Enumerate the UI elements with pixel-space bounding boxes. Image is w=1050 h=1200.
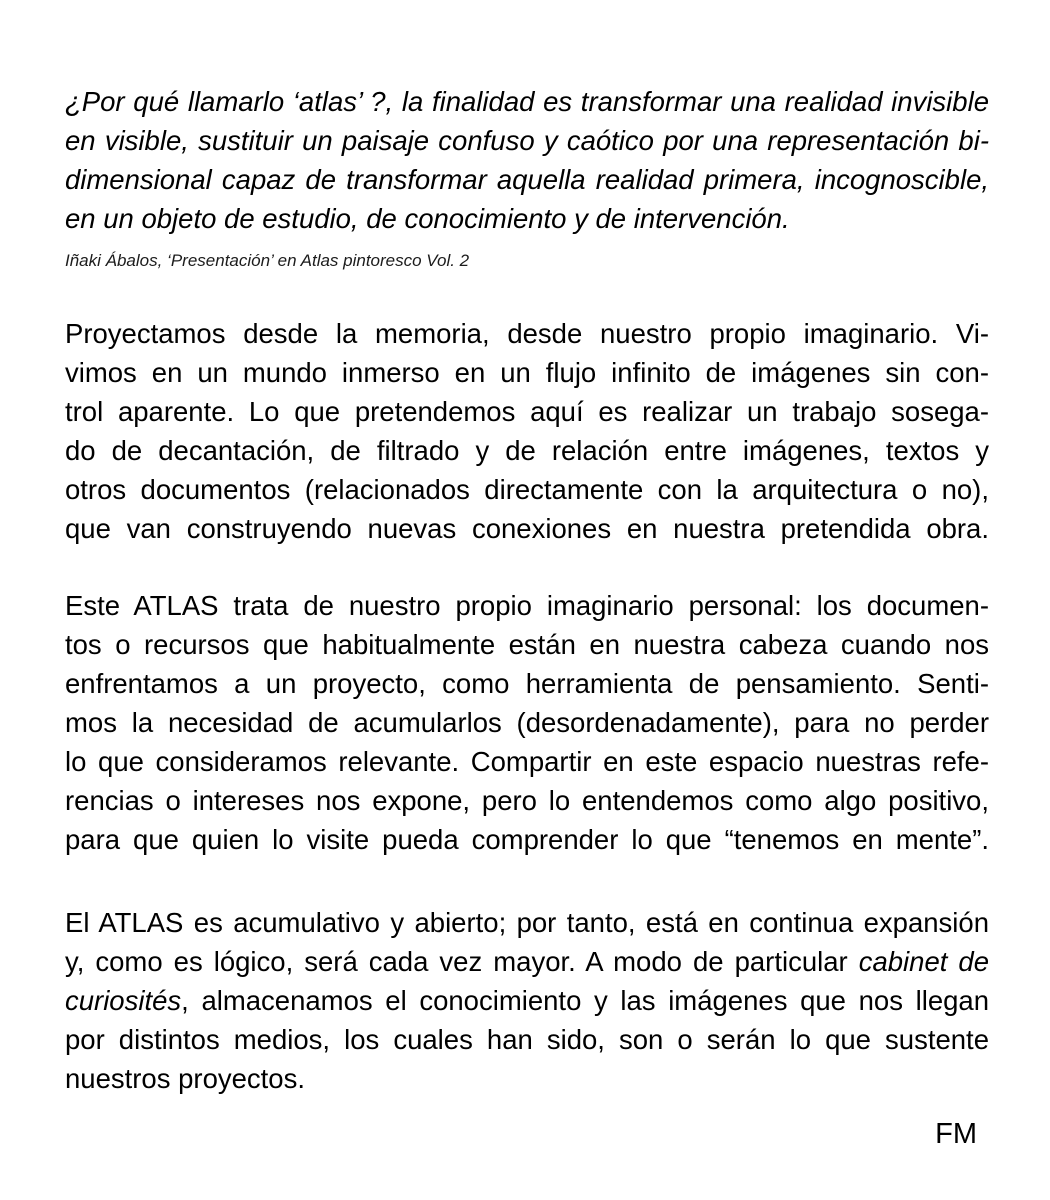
text-segment: y, como es lógico, será cada vez mayor. A modo de particular — [65, 946, 859, 977]
paragraph-1 — [65, 314, 989, 548]
epigraph-quote — [65, 82, 989, 238]
p2-line-1: Este ATLAS trata de nuestro propio imaginario personal: los documen- — [65, 590, 989, 621]
p1-line-4: do de decantación, de filtrado y de relación entre imágenes, textos y — [65, 435, 989, 466]
p2-line-5: lo que consideramos relevante. Compartir en este espacio nuestras refe- — [65, 746, 989, 777]
epigraph-line-3: dimensional capaz de transformar aquella realidad primera, incognoscible, — [65, 164, 989, 195]
p2-line-2: tos o recursos que habitualmente están en nuestra cabeza cuando nos — [65, 629, 989, 660]
p3-line-3 — [65, 981, 989, 1020]
p1-line-2: vimos en un mundo inmerso en un flujo infinito de imágenes sin con- — [65, 357, 989, 388]
italic-phrase-cabinet-de: cabinet de — [858, 946, 989, 977]
paragraph-2 — [65, 586, 989, 859]
signature-initials: FM — [935, 1118, 977, 1150]
epigraph-line-1: ¿Por qué llamarlo ‘atlas’ ?, la finalidad es transformar una realidad invisible — [65, 86, 989, 117]
paragraph-3 — [65, 903, 989, 1098]
p1-line-5: otros documentos (relacionados directamente con la arquitectura o no), — [65, 474, 989, 505]
text-column — [65, 82, 989, 1154]
p2-line-6: rencias o intereses nos expone, pero lo entendemos como algo positivo, — [65, 785, 989, 816]
p1-line-1: Proyectamos desde la memoria, desde nuestro propio imaginario. Vi- — [65, 318, 989, 349]
p1-line-3: trol aparente. Lo que pretendemos aquí es realizar un trabajo sosega- — [65, 396, 989, 427]
p2-line-4: mos la necesidad de acumularlos (desordenadamente), para no perder — [65, 707, 989, 738]
p3-line-2 — [65, 942, 989, 981]
p1-line-6: que van construyendo nuevas conexiones en nuestra pretendida obra. — [65, 513, 989, 544]
p3-line-4: por distintos medios, los cuales han sido, son o serán lo que sustente — [65, 1024, 989, 1055]
text-segment: , almacenamos el conocimiento y las imágenes que nos llegan — [181, 985, 989, 1016]
italic-phrase-curiosites: curiosités — [65, 985, 182, 1016]
epigraph-line-4: en un objeto de estudio, de conocimiento y de intervención. — [65, 203, 790, 234]
epigraph-attribution: Iñaki Ábalos, ‘Presentación’ en Atlas pintoresco Vol. 2 — [65, 251, 470, 270]
p2-line-3: enfrentamos a un proyecto, como herramienta de pensamiento. Senti- — [65, 668, 989, 699]
p3-line-5: nuestros proyectos. — [65, 1063, 305, 1094]
epigraph-line-2: en visible, sustituir un paisaje confuso y caótico por una representación bi- — [65, 125, 989, 156]
p2-line-7: para que quien lo visite pueda comprender lo que “tenemos en mente”. — [65, 824, 989, 855]
p3-line-1: El ATLAS es acumulativo y abierto; por tanto, está en continua expansión — [65, 907, 989, 938]
